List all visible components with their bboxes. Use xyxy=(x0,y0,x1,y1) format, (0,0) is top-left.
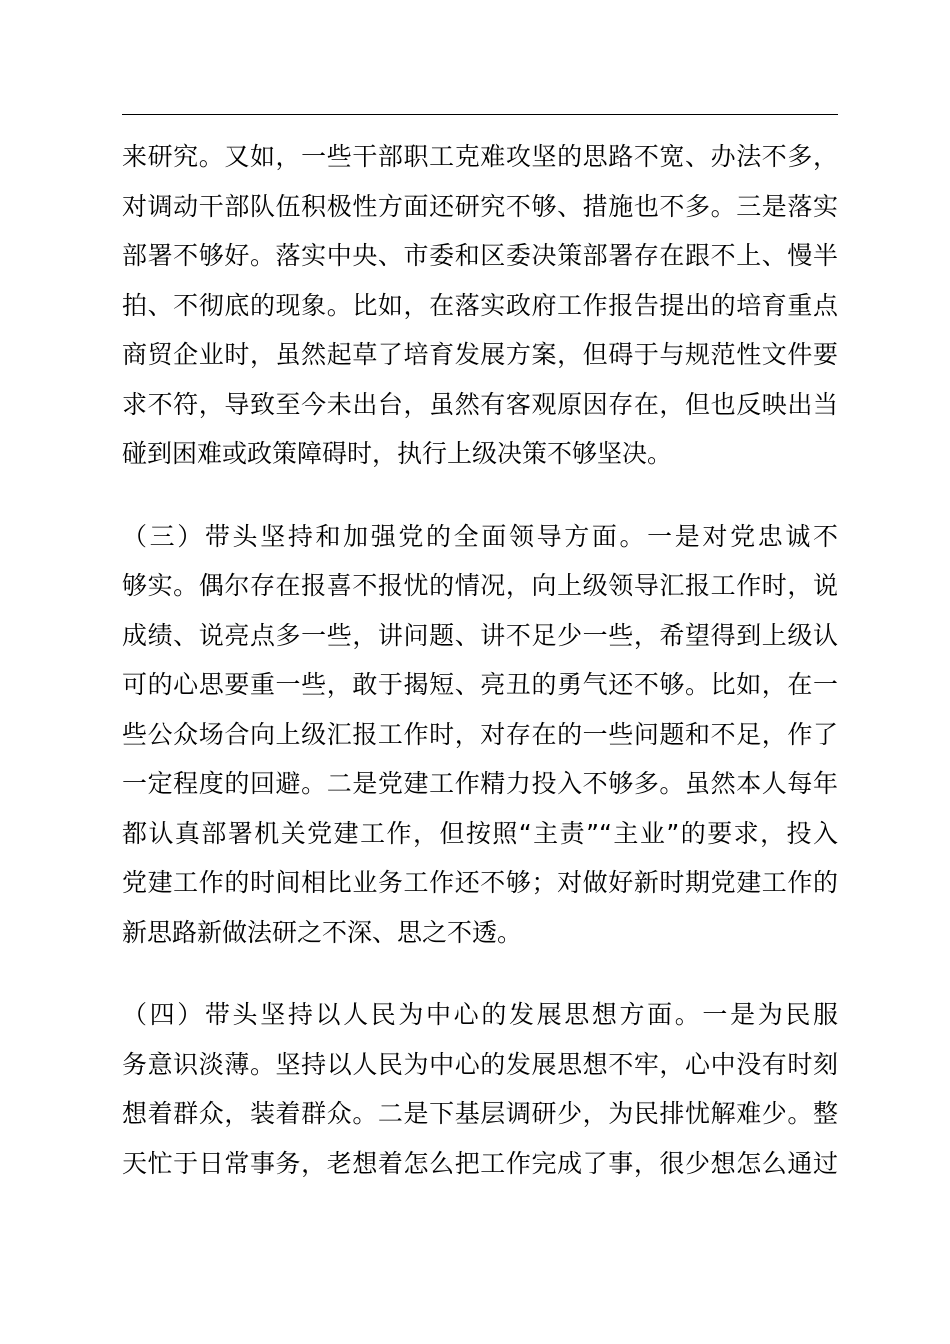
text-line: 来研究。又如，一些干部职工克难攻坚的思路不宽、办法不多， xyxy=(122,142,838,171)
text-line: 商贸企业时，虽然起草了培育发展方案，但碍于与规范性文件要 xyxy=(122,340,838,369)
paragraph-1 xyxy=(122,132,838,479)
paragraph-3 xyxy=(122,990,838,1188)
text-line: 想着群众，装着群众。二是下基层调研少，为民排忧解难少。整 xyxy=(122,1099,838,1128)
text-line: 可的心思要重一些，敢于揭短、亮丑的勇气还不够。比如，在一 xyxy=(122,670,838,699)
text-line: 求不符，导致至今未出台，虽然有客观原因存在，但也反映出当 xyxy=(122,389,838,419)
text-line: 对调动干部队伍积极性方面还研究不够、措施也不多。三是落实 xyxy=(122,191,838,221)
document-body xyxy=(122,132,838,1188)
text-line: （四）带头坚持以人民为中心的发展思想方面。一是为民服 xyxy=(122,1000,838,1029)
text-line: 新思路新做法研之不深、思之不透。 xyxy=(122,917,523,947)
paragraph-gap xyxy=(122,479,838,512)
text-line: 都认真部署机关党建工作，但按照“主责”“主业”的要求，投入 xyxy=(122,818,838,848)
text-line: 部署不够好。落实中央、市委和区委决策部署存在跟不上、慢半 xyxy=(122,241,838,270)
text-line: （三）带头坚持和加强党的全面领导方面。一是对党忠诚不 xyxy=(122,521,838,551)
text-line: 务意识淡薄。坚持以人民为中心的发展思想不牢，心中没有时刻 xyxy=(122,1049,838,1079)
header-rule xyxy=(122,114,838,115)
text-line: 些公众场合向上级汇报工作时，对存在的一些问题和不足，作了 xyxy=(122,719,838,749)
text-line: 拍、不彻底的现象。比如，在落实政府工作报告提出的培育重点 xyxy=(122,290,838,320)
text-line: 一定程度的回避。二是党建工作精力投入不够多。虽然本人每年 xyxy=(122,769,838,798)
text-line: 天忙于日常事务，老想着怎么把工作完成了事，很少想怎么通过 xyxy=(122,1148,838,1178)
paragraph-2 xyxy=(122,512,838,958)
text-line: 党建工作的时间相比业务工作还不够；对做好新时期党建工作的 xyxy=(122,868,838,897)
text-line: 成绩、说亮点多一些，讲问题、讲不足少一些，希望得到上级认 xyxy=(122,620,838,650)
text-line: 够实。偶尔存在报喜不报忧的情况，向上级领导汇报工作时，说 xyxy=(122,571,838,600)
text-line: 碰到困难或政策障碍时，执行上级决策不够坚决。 xyxy=(122,439,673,468)
paragraph-gap xyxy=(122,957,838,990)
